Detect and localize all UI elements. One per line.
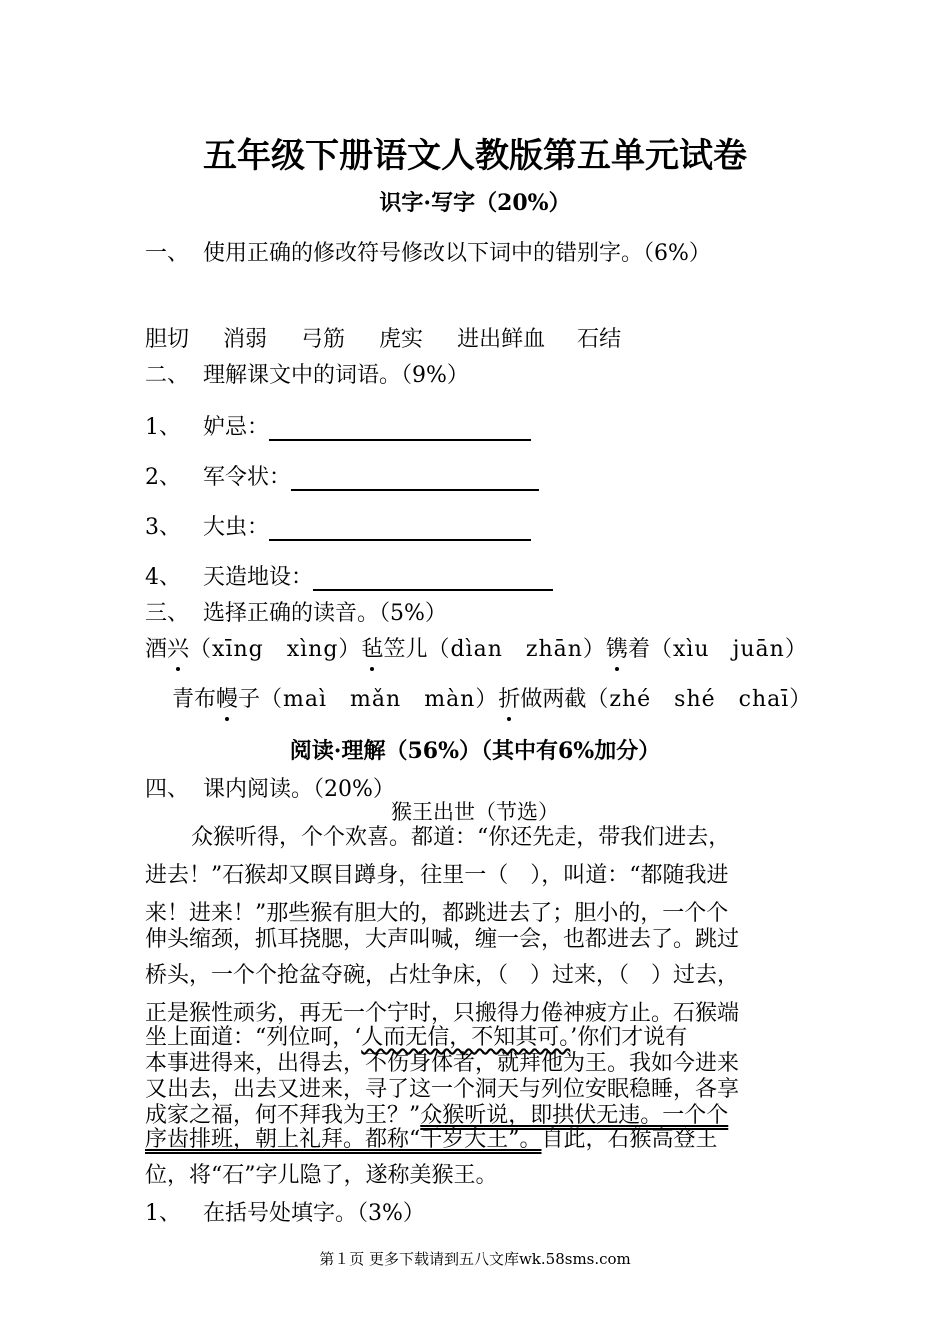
question-number: 二、 [145, 363, 190, 388]
passage-line: 位，将“石”字儿隐了，遂称美猴王。 [145, 1163, 498, 1188]
page-title: 五年级下册语文人教版第五单元试卷 [203, 136, 747, 176]
pinyin-options: （zhé shé chaī） [586, 687, 813, 712]
word: 弓筋 [301, 327, 346, 352]
definition-item-3 [145, 510, 531, 541]
sub-question-1 [145, 1196, 425, 1227]
word: 消弱 [223, 327, 268, 352]
passage-title: 猴王出世（节选） [391, 800, 559, 824]
answer-blank[interactable] [291, 465, 539, 491]
word: 进出鲜血 [457, 327, 546, 352]
question-number: 四、 [145, 777, 190, 802]
passage-line: 进去！”石猴却又瞑目蹲身，往里一（ ），叫道：“都随我进 [145, 863, 729, 888]
word: 虎实 [379, 327, 424, 352]
dotted-char: 毡 [361, 632, 383, 663]
question-number: 三、 [145, 601, 190, 626]
word-part: 子 [238, 687, 261, 712]
item-label: 天造地设： [203, 565, 314, 590]
question-text: 使用正确的修改符号修改以下词中的错别字。（6%） [203, 241, 711, 266]
definition-item-2 [145, 460, 539, 491]
word-part: 青布 [172, 687, 217, 712]
passage-line: 桥头，一个个抢盆夺碗，占灶争床，（ ）过来，（ ）过去， [145, 963, 740, 988]
double-underlined-text: 众猴听说，即拱伏无违。一个个 [420, 1103, 729, 1128]
passage-line: 伸头缩颈，抓耳挠腮，大声叫喊，缠一会，也都进去了。跳过 [145, 927, 740, 952]
item-number: 2、 [145, 465, 181, 490]
dotted-char: 幔 [216, 682, 238, 713]
definition-item-1 [145, 410, 531, 441]
definition-item-4 [145, 560, 553, 591]
passage-line: 众猴听得，个个欢喜。都道：“你还先走，带我们进去， [191, 825, 731, 850]
question-2 [145, 358, 469, 389]
item-label: 大虫： [203, 515, 270, 540]
passage-line: 本事进得来，出得去，不伤身体者，就拜他为王。我如今进来 [145, 1051, 740, 1076]
pronunciation-row-1 [145, 632, 808, 663]
word-part: 笠儿 [383, 637, 428, 662]
item-number: 1、 [145, 415, 181, 440]
dotted-char: 镌 [606, 632, 628, 663]
word-list [145, 322, 621, 353]
passage-line: 坐上面道：“列位呵，‘人而无信，不知其可。’你们才说有 [145, 1025, 688, 1050]
passage-line: 成家之福，何不拜我为王？”众猴听说，即拱伏无违。一个个 [145, 1103, 729, 1128]
question-number: 一、 [145, 241, 190, 266]
passage-line: 又出去，出去又进来，寻了这一个洞天与列位安眠稳睡，各享 [145, 1077, 740, 1102]
question-text: 理解课文中的词语。（9%） [203, 363, 469, 388]
answer-blank[interactable] [269, 415, 531, 441]
word: 胆切 [145, 327, 190, 352]
answer-blank[interactable] [313, 565, 553, 591]
answer-blank[interactable] [269, 515, 531, 541]
item-label: 军令状： [203, 465, 292, 490]
question-text: 课内阅读。（20%） [203, 777, 395, 802]
item-number: 1、 [145, 1201, 181, 1226]
item-label: 妒忌： [203, 415, 270, 440]
pronunciation-row-2 [172, 682, 812, 713]
section-heading-reading: 阅读·理解（56%）（其中有6%加分） [289, 738, 661, 764]
word-part: 酒 [145, 637, 168, 662]
page-footer: 第１页 更多下载请到五八文库wk.58sms.com [319, 1250, 631, 1268]
dotted-char: 兴 [167, 632, 189, 663]
pinyin-options: （xìu juān） [649, 637, 808, 662]
word-part: 着 [627, 637, 650, 662]
item-number: 4、 [145, 565, 181, 590]
word: 石结 [577, 327, 622, 352]
passage-line: 正是猴性顽劣，再无一个宁时，只搬得力倦神疲方止。石猴端 [145, 1001, 740, 1026]
wavy-underlined-quote: 人而无信，不知其可。 [361, 1025, 571, 1050]
question-3 [145, 596, 447, 627]
item-number: 3、 [145, 515, 181, 540]
pinyin-options: （dìan zhān） [427, 637, 606, 662]
sub-question-text: 在括号处填字。（3%） [203, 1201, 425, 1226]
double-underlined-text: 序齿排班，朝上礼拜。都称“千岁大王”。 [145, 1127, 542, 1152]
passage-line: 来！进来！”那些猴有胆大的，都跳进去了；胆小的，一个个 [145, 901, 729, 926]
pinyin-options: （maì mǎn màn） [260, 687, 499, 712]
dotted-char: 折 [498, 682, 520, 713]
word-part: 做两截 [520, 687, 587, 712]
passage-line: 序齿排班，朝上礼拜。都称“千岁大王”。自此，石猴高登王 [145, 1127, 718, 1152]
question-text: 选择正确的读音。（5%） [203, 601, 447, 626]
question-1 [145, 236, 711, 267]
pinyin-options: （xīng xìng） [189, 637, 362, 662]
section-heading-literacy: 识字·写字（20%） [379, 190, 571, 216]
